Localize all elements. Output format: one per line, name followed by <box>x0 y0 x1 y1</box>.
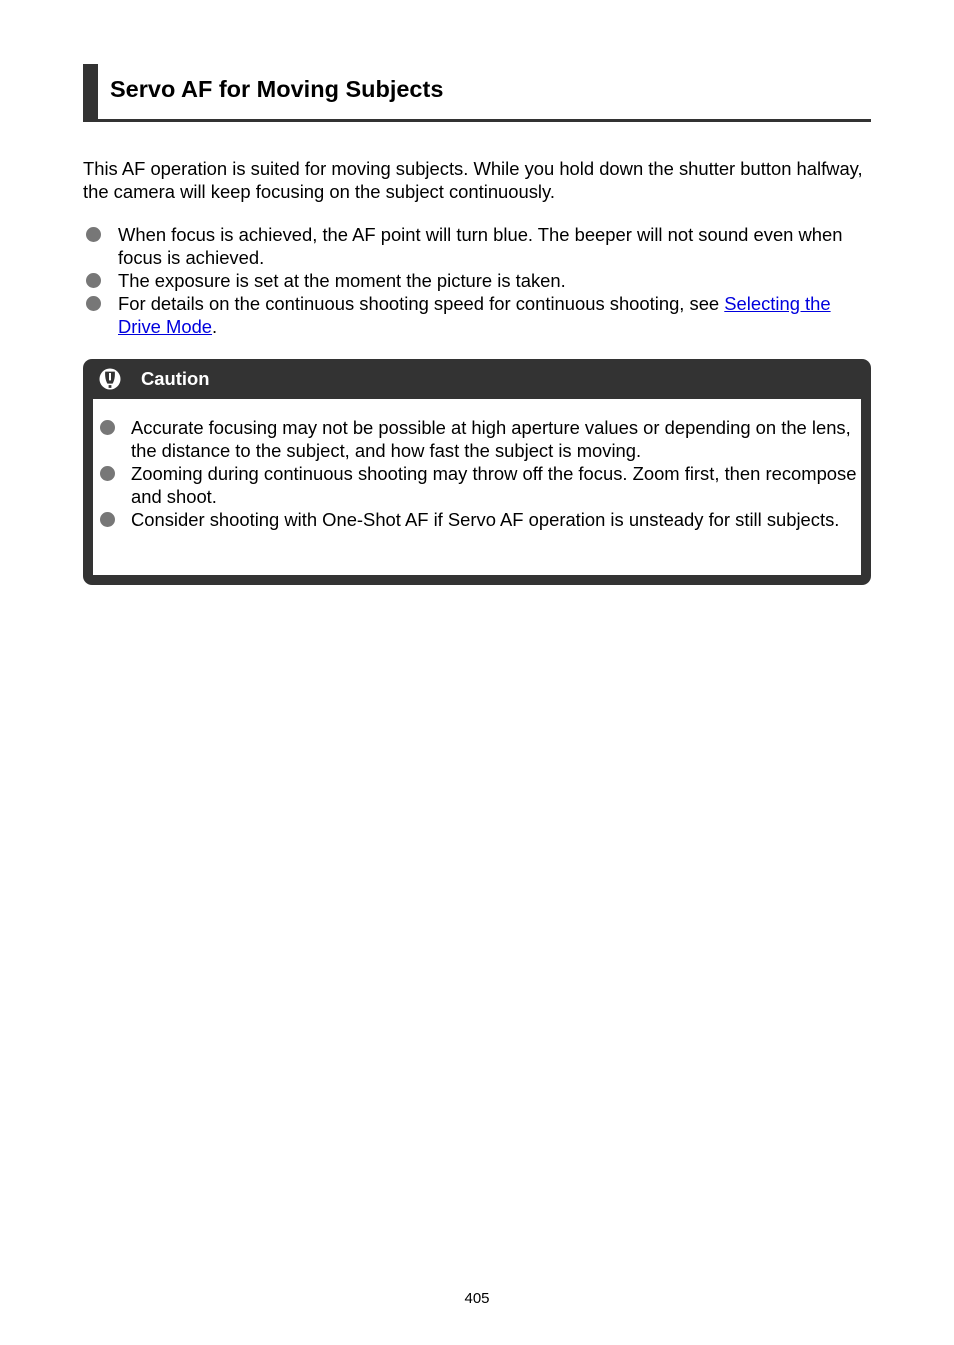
bullet-icon <box>86 273 101 288</box>
list-item <box>83 269 873 292</box>
list-item-text: The exposure is set at the moment the picture is taken. <box>118 270 566 291</box>
bullet-list <box>83 223 873 338</box>
list-item-text: For details on the continuous shooting speed for continuous shooting, see <box>118 293 725 314</box>
caution-body <box>93 399 861 575</box>
bullet-icon <box>100 466 115 481</box>
bullet-icon <box>100 512 115 527</box>
caution-list <box>97 416 857 531</box>
list-item <box>97 508 857 531</box>
bullet-icon <box>100 420 115 435</box>
list-item <box>97 462 857 508</box>
list-item-text: When focus is achieved, the AF point will turn blue. The beeper will not sound even when focus is achieved. <box>118 224 843 268</box>
drive-mode-link[interactable]: Selecting the Drive Mode <box>118 293 831 337</box>
heading-accent-bar <box>83 64 98 122</box>
page-title: Servo AF for Moving Subjects <box>110 76 444 102</box>
list-item-text: Consider shooting with One-Shot AF if Servo AF operation is unsteady for still subjects. <box>131 509 840 530</box>
caution-box <box>83 359 871 585</box>
caution-header <box>83 359 871 399</box>
intro-paragraph: This AF operation is suited for moving subjects. While you hold down the shutter button halfway, the camera will keep focusing on the subject continuously. <box>83 158 863 202</box>
caution-title: Caution <box>141 368 210 389</box>
list-item <box>83 223 873 269</box>
list-item <box>97 416 857 462</box>
list-item-punctuation: . <box>212 316 218 337</box>
list-item-text: Accurate focusing may not be possible at high aperture values or depending on the lens, the distance to the subject, and how fast the subject is moving. <box>131 417 851 461</box>
caution-icon <box>99 368 121 390</box>
page-number: 405 <box>464 1290 490 1307</box>
section-heading <box>83 64 871 122</box>
bullet-icon <box>86 227 101 242</box>
list-item <box>83 292 873 338</box>
list-item-text: Zooming during continuous shooting may throw off the focus. Zoom first, then recompose and shoot. <box>131 463 857 507</box>
bullet-icon <box>86 296 101 311</box>
